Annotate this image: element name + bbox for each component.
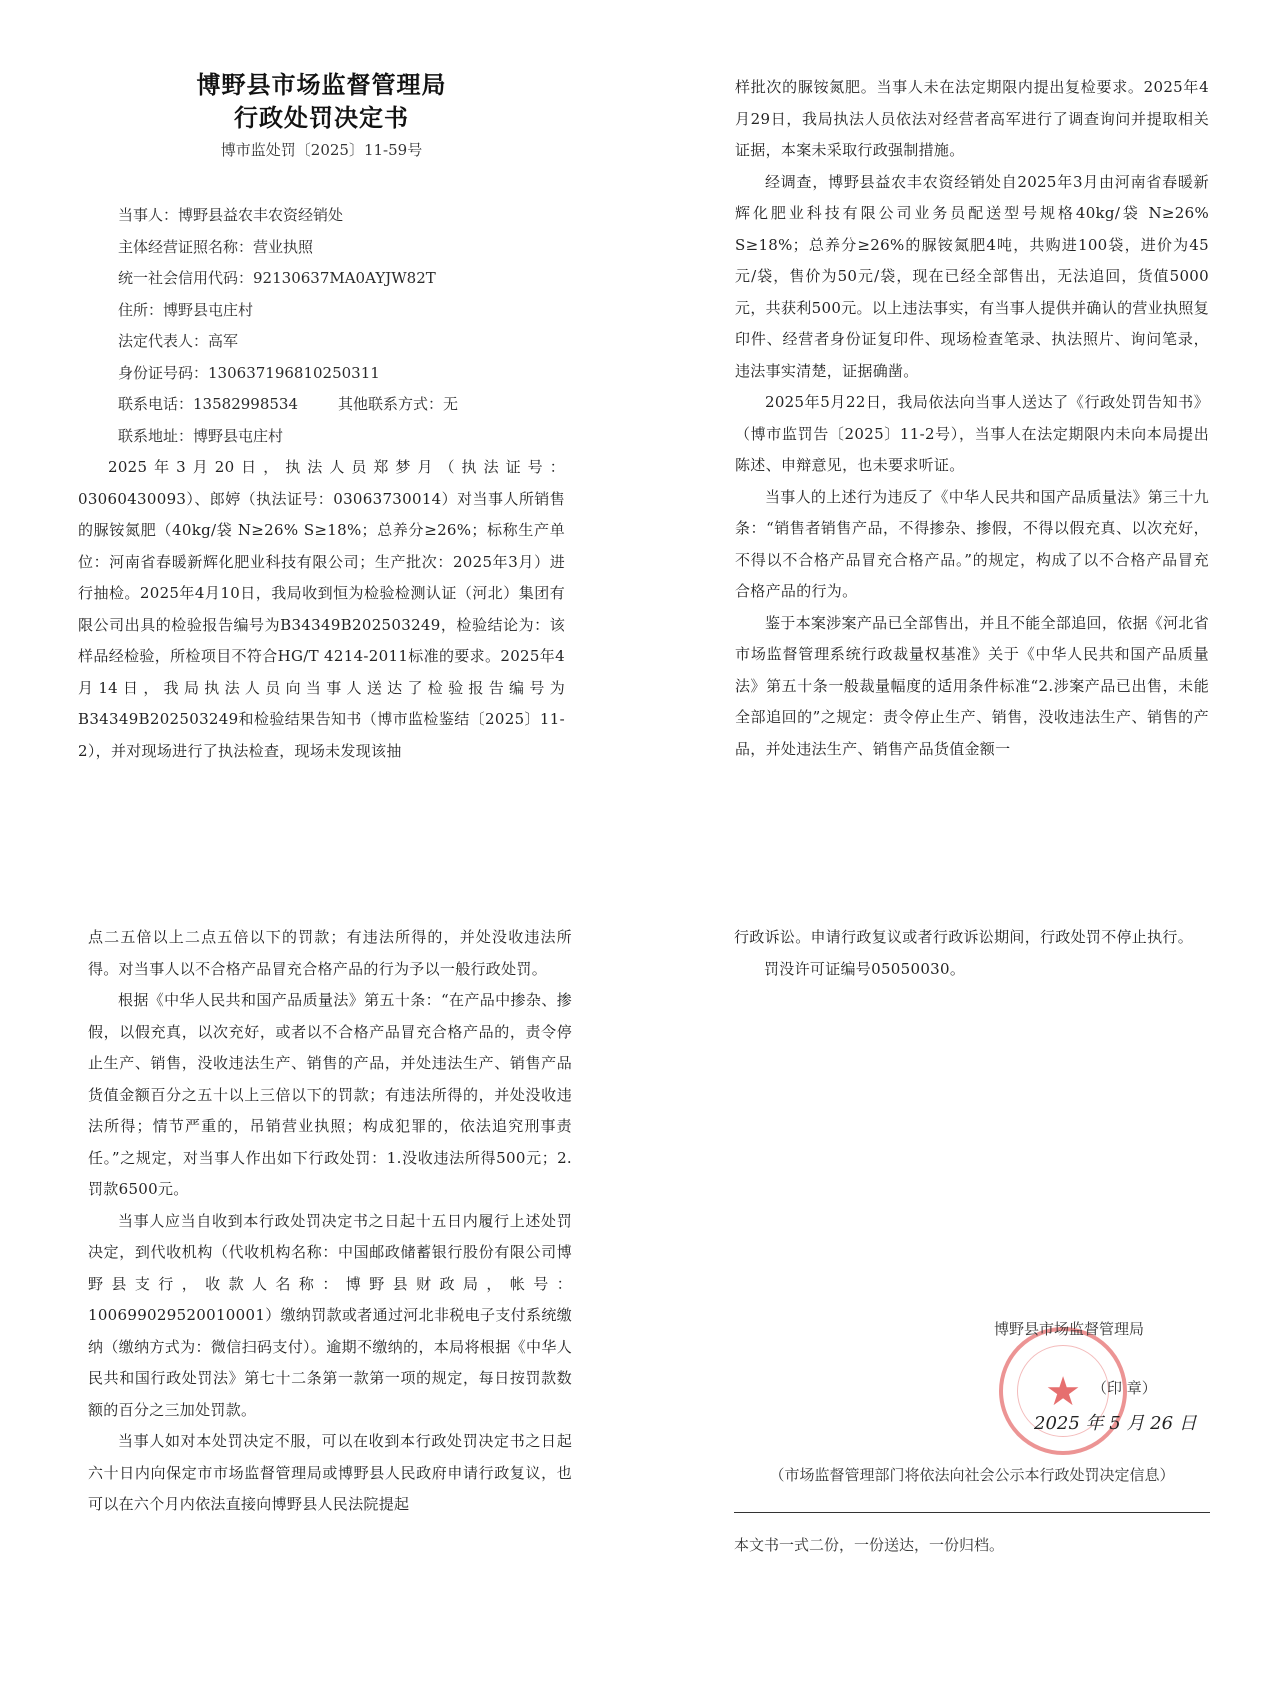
field-license — [78, 232, 565, 264]
paragraph: 根据《中华人民共和国产品质量法》第五十条：“在产品中掺杂、掺假，以假充真，以次充好，或者以不合格产品冒充合格产品的，责令停止生产、销售，没收违法生产、销售的产品，并处违法生产、销售产品货值金额百分之五十以上三倍以下的罚款；有违法所得的，并处没收违法所得；情节严重的，吊销营业执照；构成犯罪的，依法追究刑事责任。”之规定，对当事人作出如下行政处罚：1.没收违法所得500元；2.罚款6500元。 — [88, 991, 572, 1198]
publicity-notice: （市场监督管理部门将依法向社会公示本行政处罚决定信息） — [769, 1466, 1175, 1484]
field-value: 博野县益农丰农资经销处 — [178, 206, 344, 224]
field-value: 营业执照 — [253, 237, 314, 256]
seal-caption: （印 章） — [1092, 1379, 1157, 1397]
paragraph: 当事人的上述行为违反了《中华人民共和国产品质量法》第三十九条：“销售者销售产品，不得掺杂、掺假，不得以假充真、以次充好，不得以不合格产品冒充合格产品。”的规定，构成了以不合格产品冒充合格产品的行为。 — [735, 487, 1209, 600]
page-2 — [735, 72, 1209, 765]
field-value: 高军 — [208, 332, 239, 350]
field-label: 身份证号码： — [118, 363, 209, 382]
page-1 — [78, 68, 565, 767]
field-label: 其他联系方式： — [338, 395, 444, 413]
field-party — [78, 200, 565, 232]
field-legal-rep — [78, 326, 565, 358]
page-3 — [88, 922, 572, 1521]
field-contact-address — [78, 421, 565, 453]
field-label: 住所： — [118, 300, 164, 319]
field-phone — [78, 389, 565, 421]
issuing-organization: 博野县市场监督管理局 — [994, 1320, 1145, 1338]
paragraph: 行政诉讼。申请行政复议或者行政诉讼期间，行政处罚不停止执行。 — [734, 928, 1194, 946]
divider — [734, 1512, 1210, 1513]
field-label: 联系地址： — [118, 426, 194, 445]
field-value: 博野县屯庄村 — [163, 300, 254, 319]
paragraph: 当事人如对本处罚决定不服，可以在收到本行政处罚决定书之日起六十日内向保定市市场监督管理局或博野县人民政府申请行政复议，也可以在六个月内依法直接向博野县人民法院提起 — [88, 1432, 572, 1513]
field-value: 博野县屯庄村 — [193, 426, 284, 445]
paragraph: 经调查，博野县益农丰农资经销处自2025年3月由河南省春暖新辉化肥业科技有限公司业务员配送型号规格40kg/袋 N≥26% S≥18%；总养分≥26%的脲铵氮肥4吨，共购进100袋，进价为45元/袋，售价为50元/袋，现在已经全部售出，无法追回，货值5000元，共获利500元。以上违法事实，有当事人提供并确认的营业执照复印件、经营者身份证复印件、现场检查笔录、执法照片、询问笔录，违法事实清楚，证据确凿。 — [735, 172, 1209, 380]
field-label: 联系电话： — [118, 395, 194, 413]
paragraph: 鉴于本案涉案产品已全部售出，并且不能全部追回，依据《河北省市场监督管理系统行政裁量权基准》关于《中华人民共和国产品质量法》第五十条一般裁量幅度的适用条件标准“2.涉案产品已出售，未能全部追回的”之规定：责令停止生产、销售，没收违法生产、销售的产品，并处违法生产、销售产品货值金额一 — [735, 613, 1209, 758]
field-label: 统一社会信用代码： — [118, 269, 254, 287]
paragraph: 点二五倍以上二点五倍以下的罚款；有违法所得的，并处没收违法所得。对当事人以不合格产品冒充合格产品的行为予以一般行政处罚。 — [88, 928, 572, 978]
field-label: 法定代表人： — [118, 332, 209, 350]
signature-date: 2025 年 5 月 26 日 — [1034, 1413, 1197, 1434]
copies-text: 本文书一式二份，一份送达，一份归档。 — [734, 1536, 1005, 1554]
party-info — [78, 200, 565, 452]
doc-title-line2: 行政处罚决定书 — [234, 103, 409, 132]
field-id-number — [78, 358, 565, 390]
field-credit-code — [78, 263, 565, 295]
doc-number: 博市监处罚〔2025〕11-59号 — [220, 141, 423, 159]
paragraph: 2025年3月20日，执法人员郑梦月（执法证号：03060430093）、郎婷（执法证号：03063730014）对当事人所销售的脲铵氮肥（40kg/袋 N≥26% S≥18%；总养分≥26%；标称生产单位：河南省春暖新辉化肥业科技有限公司；生产批次：2025年3月）进行抽检。2025年4月10日，我局收到恒为检验检测认证（河北）集团有限公司出具的检验报告编号为B34349B202503249，检验结论为：该样品经检验，所检项目不符合HG/T 4214-2011标准的要求。2025年4月14日，我局执法人员向当事人送达了检验报告编号为B34349B202503249和检验结果告知书（博市监检鉴结〔2025〕11-2），并对现场进行了执法检查，现场未发现该抽 — [78, 458, 565, 760]
star-icon: ★ — [1045, 1369, 1081, 1415]
paragraph: 当事人应当自收到本行政处罚决定书之日起十五日内履行上述处罚决定，到代收机构（代收机构名称：中国邮政储蓄银行股份有限公司博野县支行，收款人名称：博野县财政局，帐号：100699029520010001）缴纳罚款或者通过河北非税电子支付系统缴纳（缴纳方式为：微信扫码支付）。逾期不缴纳的，本局将根据《中华人民共和国行政处罚法》第七十二条第一款第一项的规定，每日按罚款数额的百分之三加处罚款。 — [88, 1211, 572, 1419]
field-value: 13582998534 — [193, 395, 298, 413]
paragraph: 2025年5月22日，我局依法向当事人送达了《行政处罚告知书》（博市监罚告〔2025〕11-2号），当事人在法定期限内未向本局提出陈述、申辩意见，也未要求听证。 — [735, 393, 1209, 474]
field-value: 130637196810250311 — [208, 363, 380, 382]
paragraph: 罚没许可证编号05050030。 — [764, 959, 966, 978]
field-value: 无 — [443, 395, 459, 413]
field-label: 当事人： — [118, 206, 179, 224]
page-4 — [734, 922, 1210, 1622]
field-address — [78, 295, 565, 327]
field-value: 92130637MA0AYJW82T — [253, 269, 436, 287]
copies-note — [734, 1534, 1210, 1555]
field-label: 主体经营证照名称： — [118, 237, 254, 256]
paragraph: 样批次的脲铵氮肥。当事人未在法定期限内提出复检要求。2025年4月29日，我局执法人员依法对经营者高军进行了调查询问并提取相关证据，本案未采取行政强制措施。 — [735, 78, 1209, 159]
doc-title-line1: 博野县市场监督管理局 — [196, 70, 447, 99]
